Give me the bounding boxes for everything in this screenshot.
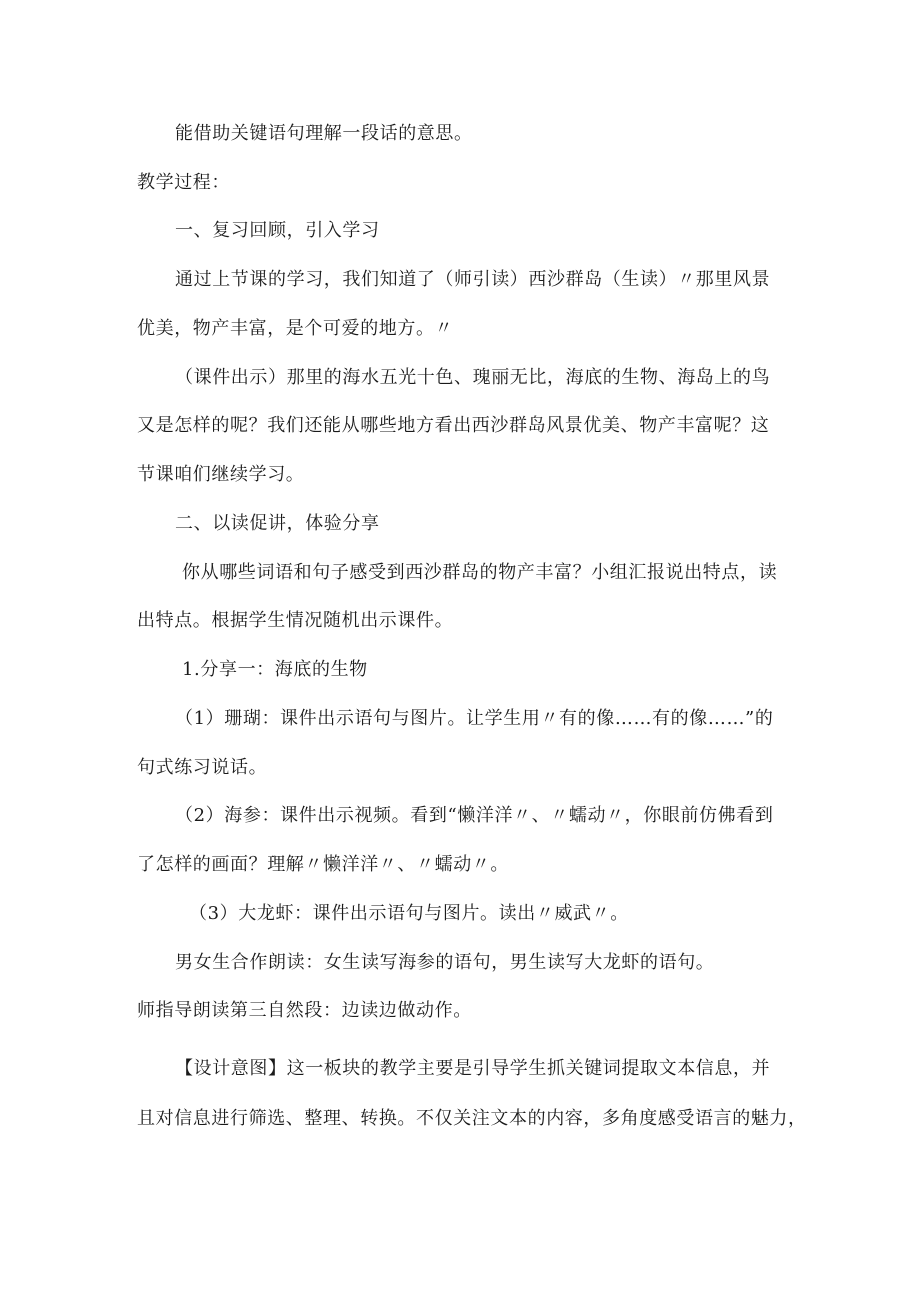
heading-teaching-process: 教学过程：: [137, 172, 230, 193]
paragraph-objective: 能借助关键语句理解一段话的意思。: [175, 123, 473, 144]
paragraph-line: 又是怎样的呢？我们还能从哪些地方看出西沙群岛风景优美、物产丰富呢？这: [137, 415, 770, 436]
subheading-share-one: 1.分享一：海底的生物: [182, 659, 368, 680]
paragraph-line: 通过上节课的学习，我们知道了（师引读）西沙群岛（生读）〃那里风景: [175, 269, 771, 290]
paragraph-line: （2）海参：课件出示视频。看到“懒洋洋〃、〃蠕动〃，你眼前仿佛看到: [175, 805, 774, 826]
paragraph-line: 你从哪些词语和句子感受到西沙群岛的物产丰富？小组汇报说出特点，读: [182, 562, 778, 583]
paragraph-line: 男女生合作朗读：女生读写海参的语句，男生读写大龙虾的语句。: [175, 952, 715, 973]
paragraph-line: 了怎样的画面？理解〃懒洋洋〃、〃蠕动〃。: [137, 854, 509, 875]
section-heading-review: 一、复习回顾，引入学习: [175, 220, 380, 241]
paragraph-line: 出特点。根据学生情况随机出示课件。: [137, 610, 454, 631]
paragraph-line: 【设计意图】这一板块的教学主要是引导学生抓关键词提取文本信息，并: [175, 1058, 771, 1079]
paragraph-line: 节课咱们继续学习。: [137, 464, 305, 485]
paragraph-line: 优美，物产丰富，是个可爱的地方。〃: [137, 318, 454, 339]
paragraph-line: 句式练习说话。: [137, 757, 268, 778]
paragraph-line: （1）珊瑚：课件出示语句与图片。让学生用〃有的像……有的像……”的: [175, 708, 774, 729]
paragraph-line: （3）大龙虾：课件出示语句与图片。读出〃威武〃。: [189, 903, 629, 924]
paragraph-line: 且对信息进行筛选、整理、转换。不仅关注文本的内容，多角度感受语言的魅力，: [137, 1108, 807, 1129]
paragraph-line: 师指导朗读第三自然段：边读边做动作。: [137, 1000, 472, 1021]
paragraph-line: （课件出示）那里的海水五光十色、瑰丽无比，海底的生物、海岛上的鸟: [175, 367, 771, 388]
section-heading-reading: 二、以读促讲，体验分享: [175, 513, 380, 534]
